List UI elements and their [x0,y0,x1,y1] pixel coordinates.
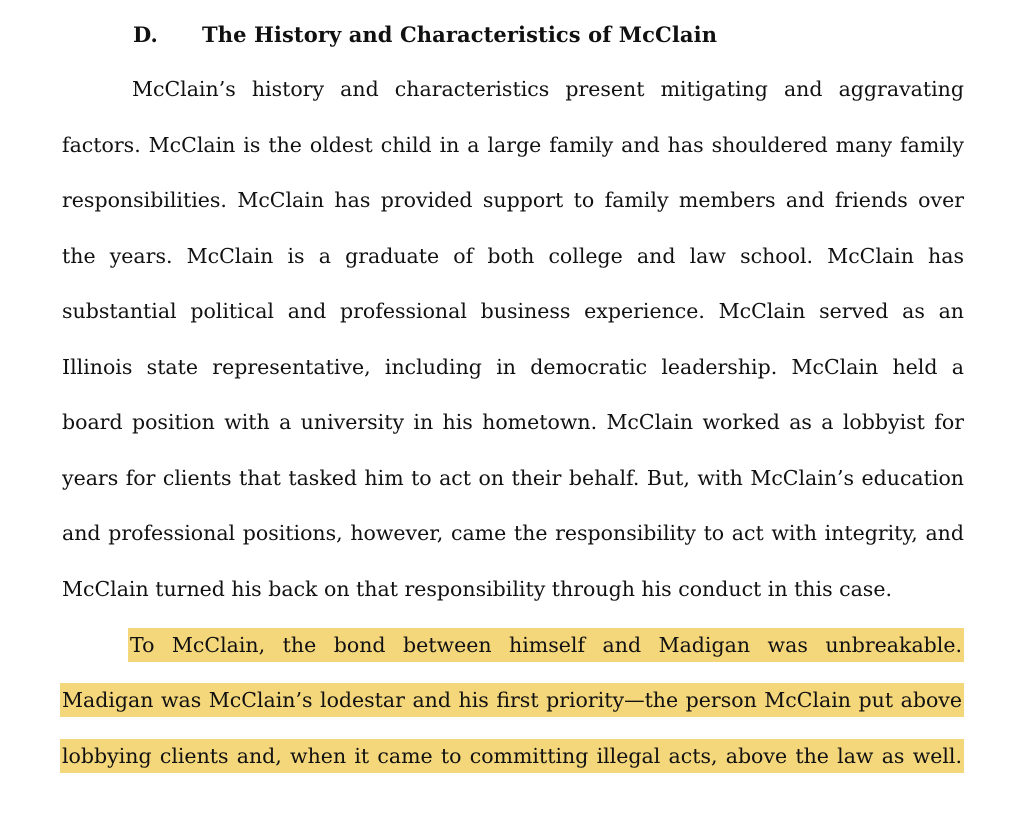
highlighted-line [62,728,964,784]
paragraph-line: the years. McClain is a graduate of both college and law school. McClain has [62,243,964,268]
paragraph-line: factors. McClain is the oldest child in a large family and has shouldered many family [62,132,964,157]
paragraph-line: McClain’s history and characteristics present mitigating and aggravating [132,77,964,101]
section-letter: D. [133,21,158,47]
highlighted-line [62,617,964,673]
highlight-span: To McClain, the bond between himself and Madigan was unbreakable. [128,628,964,662]
section-heading [133,19,717,49]
highlight-span: Madigan was McClain’s lodestar and his first priority—the person McClain put above [60,683,964,717]
paragraph-line: McClain turned his back on that responsibility through his conduct in this case. [62,576,892,601]
body-text [62,62,964,784]
paragraph-line: years for clients that tasked him to act on their behalf. But, with McClain’s education [62,465,964,490]
paragraph-line: responsibilities. McClain has provided support to family members and friends over [62,188,964,212]
paragraph-line: substantial political and professional business experience. McClain served as an [62,299,964,323]
highlighted-line [62,673,964,729]
paragraph-line: and professional positions, however, came the responsibility to act with integrity, and [62,521,964,545]
paragraph-line: Illinois state representative, including in democratic leadership. McClain held a [62,354,964,379]
highlight-span: lobbying clients and, when it came to committing illegal acts, above the law as well. [60,739,964,773]
section-title: The History and Characteristics of McClain [202,21,718,47]
paragraph-line: board position with a university in his hometown. McClain worked as a lobbyist for [62,410,964,434]
